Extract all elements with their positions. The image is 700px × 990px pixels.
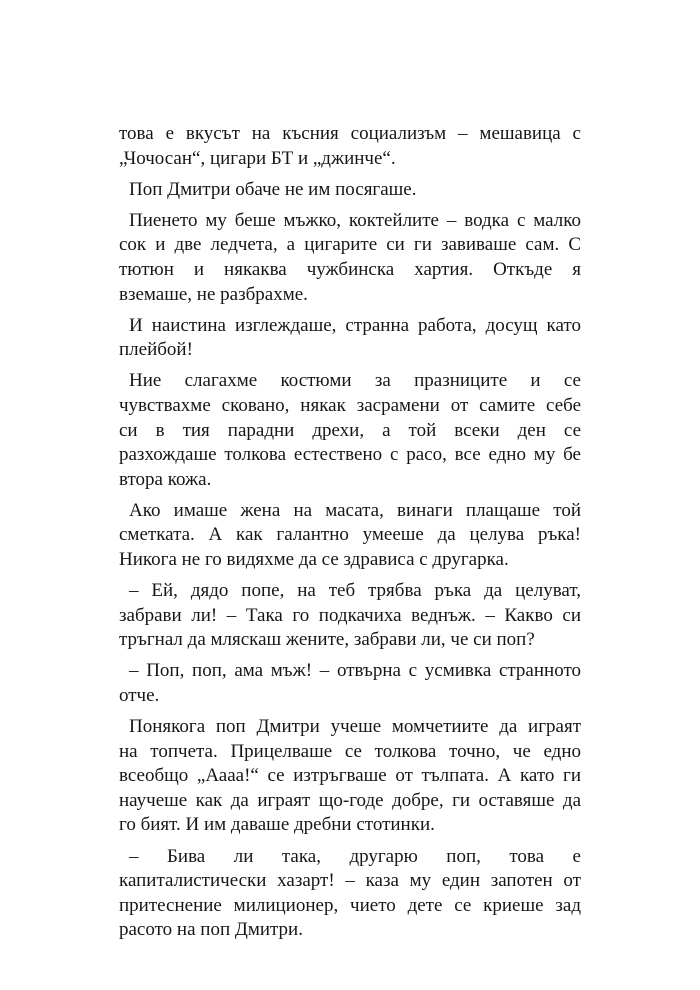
text-line: – Поп, поп, ама мъж! – отвърна с усмивка странното bbox=[129, 660, 581, 682]
text-line: го бият. И им даваше дребни стотинки. bbox=[119, 814, 435, 836]
text-line: расото на поп Дмитри. bbox=[119, 919, 303, 941]
text-line: сок и две ледчета, а цигарите си ги завиваше сам. С bbox=[119, 234, 581, 256]
text-line: плейбой! bbox=[119, 339, 193, 361]
text-line: – Ей, дядо попе, на теб трябва ръка да целуват, bbox=[129, 580, 581, 602]
body-text bbox=[119, 122, 581, 949]
paragraph bbox=[119, 178, 581, 203]
paragraph bbox=[119, 845, 581, 943]
text-line: чувствахме сковано, някак засрамени от самите себе bbox=[119, 394, 581, 416]
text-line: капиталистически хазарт! – каза му един запотен от bbox=[119, 870, 581, 892]
text-line: Поп Дмитри обаче не им посягаше. bbox=[129, 178, 417, 200]
paragraph bbox=[119, 499, 581, 573]
text-line: – Бива ли така, другарю поп, това е bbox=[129, 845, 581, 867]
text-line: научеше как да играят що-годе добре, ги оставяше да bbox=[119, 789, 581, 811]
text-line: „Чочосан“, цигари БТ и „джинче“. bbox=[119, 147, 396, 169]
paragraph bbox=[119, 209, 581, 307]
text-line: си в тия парадни дрехи, а той всеки ден се bbox=[119, 419, 581, 441]
text-line: И наистина изглеждаше, странна работа, досущ като bbox=[129, 314, 581, 336]
text-line: всеобщо „Аааа!“ се изтръгваше от тълпата. А като ги bbox=[119, 765, 581, 787]
text-line: втора кожа. bbox=[119, 468, 212, 490]
text-line: отче. bbox=[119, 684, 160, 706]
paragraph bbox=[119, 314, 581, 363]
text-line: на топчета. Прицелваше се толкова точно, че едно bbox=[119, 740, 581, 762]
text-line: сметката. А как галантно умееше да целува ръка! bbox=[119, 524, 581, 546]
paragraph bbox=[119, 369, 581, 492]
text-line: забрави ли! – Така го подкачиха веднъж. – Какво си bbox=[119, 604, 581, 626]
text-line: разхождаше толкова естествено с расо, все едно му бе bbox=[119, 444, 581, 466]
text-line: това е вкусът на късния социализъм – мешавица с bbox=[119, 123, 581, 144]
paragraph bbox=[119, 579, 581, 653]
text-line: тръгнал да мляскаш жените, забрави ли, че си поп? bbox=[119, 629, 535, 651]
paragraph bbox=[119, 715, 581, 838]
paragraph bbox=[119, 122, 581, 171]
text-line: притеснение милиционер, чието дете се криеше зад bbox=[119, 894, 581, 916]
text-line: Ако имаше жена на масата, винаги плащаше той bbox=[129, 499, 581, 521]
text-line: Пиенето му беше мъжко, коктейлите – водка с малко bbox=[129, 209, 581, 231]
text-line: вземаше, не разбрахме. bbox=[119, 283, 308, 305]
text-line: Понякога поп Дмитри учеше момчетиите да играят bbox=[129, 716, 581, 738]
text-line: Никога не го видяхме да се здрависа с другарка. bbox=[119, 549, 509, 570]
text-line: Ние слагахме костюми за празниците и се bbox=[129, 370, 581, 392]
paragraph bbox=[119, 659, 581, 708]
text-line: тютюн и някаква чужбинска хартия. Откъде я bbox=[119, 258, 581, 280]
